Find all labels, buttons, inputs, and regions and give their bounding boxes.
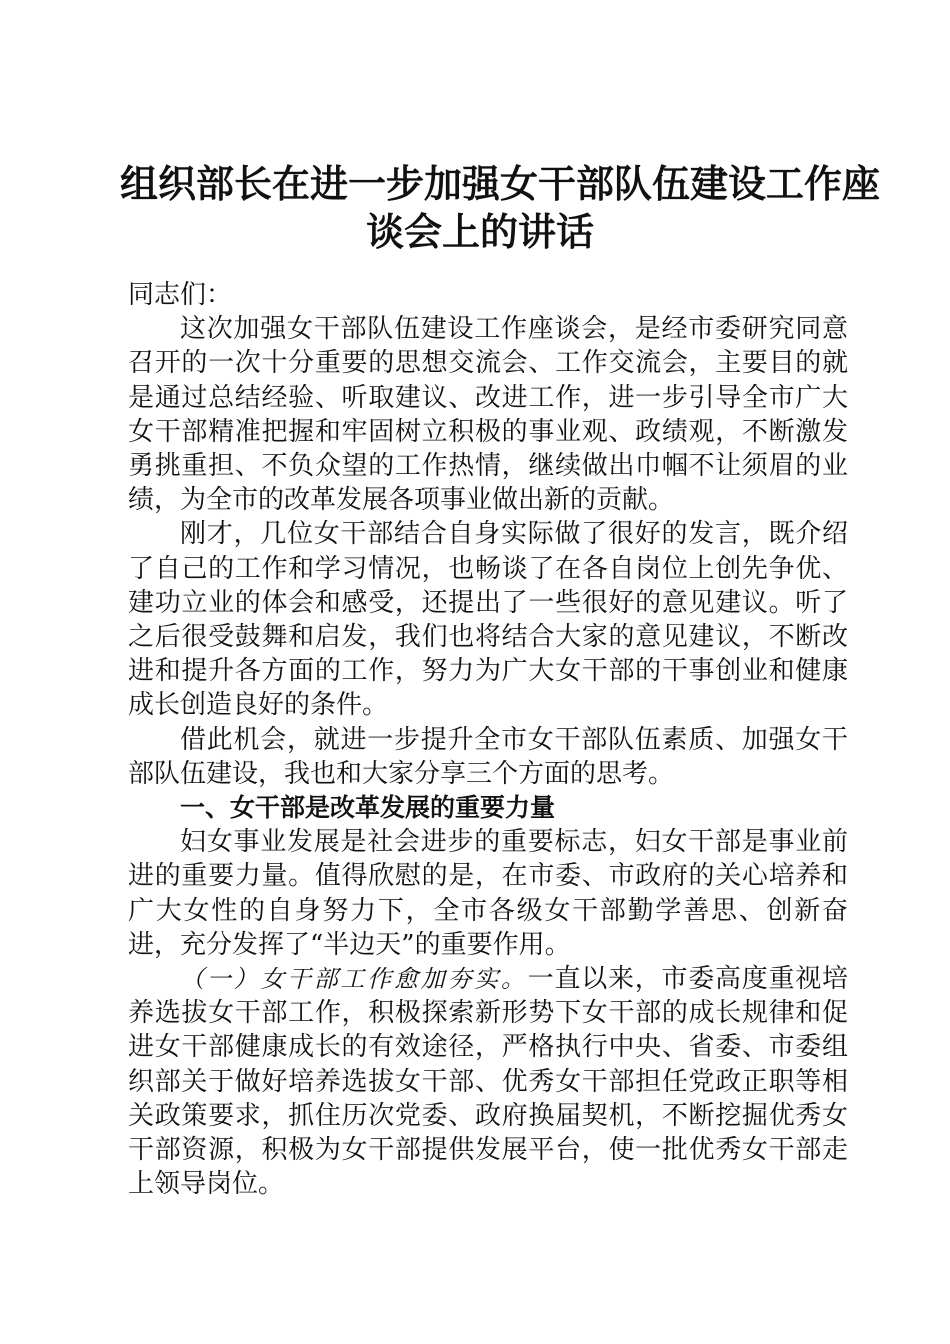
paragraph-thoughts: 借此机会，就进一步提升全市女干部队伍素质、加强女干部队伍建设，我也和大家分享三个方面的思考。 [128,724,848,789]
paragraph-opening: 这次加强女干部队伍建设工作座谈会，是经市委研究同意召开的一次十分重要的思想交流会、工作交流会，主要目的就是通过总结经验、听取建议、改进工作，进一步引导全市广大女干部精准把握和牢固树立积极的事业观、政绩观，不断激发勇挑重担、不负众望的工作热情，继续做出巾帼不让须眉的业绩，为全市的改革发展各项事业做出新的贡献。 [128,314,848,516]
document-title [120,160,881,256]
section-heading-1: 一、女干部是改革发展的重要力量 [180,793,556,823]
title-line-2: 谈会上的讲话 [365,209,594,254]
title-line-1: 组织部长在进一步加强女干部队伍建设工作座 [120,161,881,206]
paragraph-women-cause: 妇女事业发展是社会进步的重要标志，妇女干部是事业前进的重要力量。值得欣慰的是，在市委、市政府的关心培养和广大女性的自身努力下，全市各级女干部勤学善思、创新奋进，充分发挥了“半边天”的重要作用。 [128,827,848,960]
paragraph-subsection-1 [128,962,848,1201]
salutation: 同志们： [128,280,233,310]
subsection-text: 一直以来，市委高度重视培养选拔女干部工作，积极探索新形势下女干部的成长规律和促进女干部健康成长的有效途径，严格执行中央、省委、市委组织部关于做好培养选拔女干部、优秀女干部担任党政正职等相关政策要求，抓住历次党委、政府换届契机，不断挖掘优秀女干部资源，积极为女干部提供发展平台，使一批优秀女干部走上领导岗位。 [128,964,848,1200]
document-body [128,278,848,1201]
paragraph-speeches: 刚才，几位女干部结合自身实际做了很好的发言，既介绍了自己的工作和学习情况，也畅谈了在各自岗位上创先争优、建功立业的体会和感受，还提出了一些很好的意见建议。听了之后很受鼓舞和启发，我们也将结合大家的意见建议，不断改进和提升各方面的工作，努力为广大女干部的干事创业和健康成长创造良好的条件。 [128,519,848,721]
subsection-lead: （一）女干部工作愈加夯实。 [180,965,528,994]
